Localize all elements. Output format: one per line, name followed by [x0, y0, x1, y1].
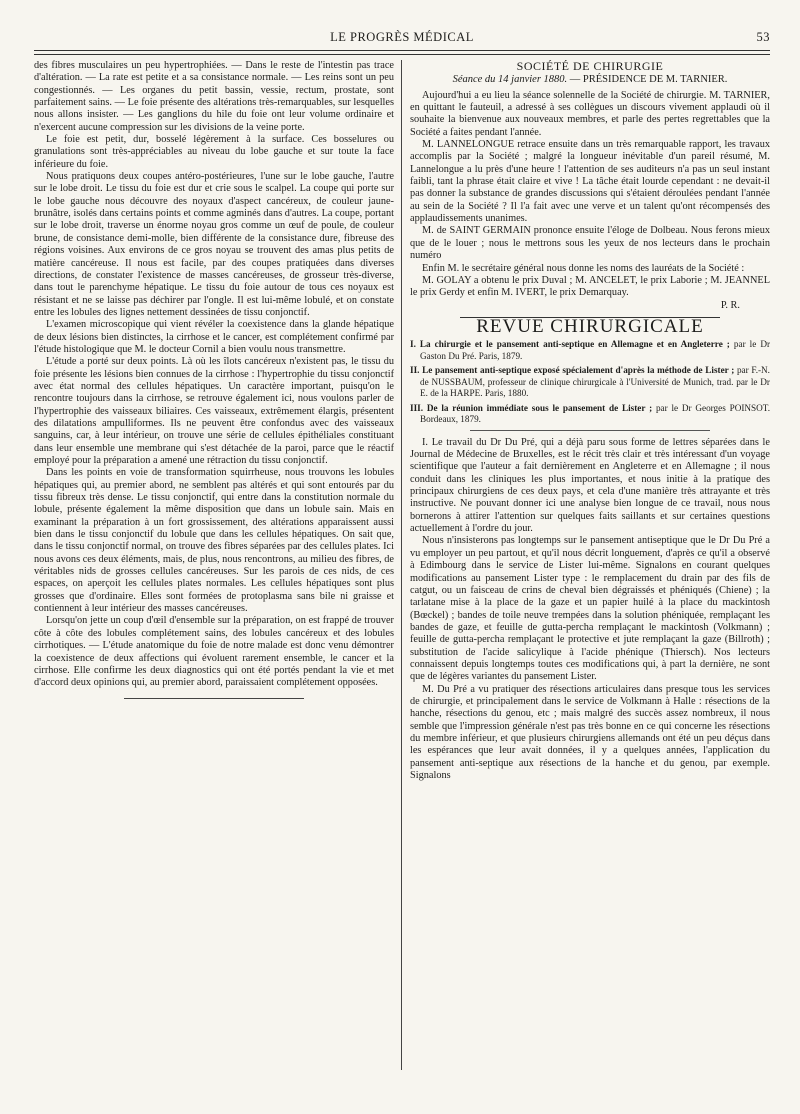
paragraph: Dans les points en voie de transformation squirrheuse, nous trouvons les lobules hépatiques qui, au premier abord, ne semblent pas altérés et qui sont entourés par du tissu fibreux très dense. Le tissu conjonctif, qui entre dans la constitution normale du lobule, présente également la même disposition que dans un lobule sain. Mais en examinant la préparation à un fort grossissement, des altérations apparaissent aussi bien dans le tissu conjonctif du lobule que dans les cellules hépatiques. On sait que, dans le tissu conjonctif normal, on trouve des fibres séparées par des cellules plates. Ici nous avons ces deux éléments, mais, de plus, nous rencontrons, au milieu des fibres, de véritables nids de grosses cellules cancéreuses. Sur les parois de ces nids, de ces espaces, on aperçoit les cellules plates normales. Les cellules hépatiques sont plus grosses que d'ordinaire. Elles sont formées de protoplasma sans bile ni graisse et contiennent à leur intérieur des masses cancéreuses.: [34, 467, 394, 615]
item-detail: par F.-N. de NUSSBAUM, professeur de clinique chirurgicale à l'Université de Munich, trad. par le Dr E. de la HARPE. Paris, 1880.: [420, 365, 770, 399]
list-item: [410, 403, 770, 426]
seance-date: Séance du 14 janvier 1880.: [452, 74, 568, 86]
column-end-rule: [124, 698, 304, 699]
header-rule: [34, 50, 770, 55]
journal-title: LE PROGRÈS MÉDICAL: [330, 30, 474, 44]
item-title: La chirurgie et le pansement anti-septique en Allemagne et en Angleterre ;: [419, 339, 730, 350]
item-number: III.: [410, 402, 424, 413]
item-title: Le pansement anti-septique exposé spécialement d'après la méthode de Lister ;: [422, 365, 735, 376]
item-number: I.: [410, 339, 416, 350]
paragraph: I. Le travail du Dr Du Pré, qui a déjà paru sous forme de lettres séparées dans le Journal de Médecine de Bruxelles, est le récit très clair et très intéressant d'un voyage scientifique que l'auteur a fait dernièrement en Angleterre et en Allemagne ; il nous conduit dans les cliniques les plus importantes, et nous initie à la pratique des principaux chirurgiens de ces deux pays, et cela d'une manière très attrayante et très instructive. Ne pouvant donner ici une analyse bien longue de ce travail, nous nous bornerons à attirer l'attention sur quelques faits saillants et sur certaines questions actuellement à l'ordre du jour.: [410, 436, 770, 535]
list-item: [410, 365, 770, 400]
section-title: SOCIÉTÉ DE CHIRURGIE: [516, 60, 664, 73]
item-detail: par le Dr Gaston Du Pré. Paris, 1879.: [420, 339, 770, 361]
paragraph: M. GOLAY a obtenu le prix Duval ; M. ANCELET, le prix Laborie ; M. JEANNEL le prix Gerdy et enfin M. IVERT, le prix Demarquay.: [410, 274, 770, 299]
revue-list: [410, 339, 770, 426]
column-divider: [401, 60, 402, 1070]
paragraph: Aujourd'hui a eu lieu la séance solennelle de la Société de chirurgie. M. TARNIER, en quittant le fauteuil, a adressé à ses collègues un discours vivement applaudi où il souhaite la bienvenue aux nouveaux membres, et parle des pertes regrettables que la Société a faites pendant l'année.: [410, 89, 770, 138]
item-number: II.: [410, 365, 420, 376]
paragraph: L'étude a porté sur deux points. Là où les îlots cancéreux n'existent pas, le tissu du foie présente les lésions bien connues de la cirrhose : l'hypertrophie du tissu conjonctif avec état normal des cellules hépatiques. Un caractère important, puisqu'on le rencontre toujours dans la cirrhose, se retrouve également ici, nous voulons parler de l'hypertrophie des vaisseaux biliaires. Ces vaisseaux, extrêmement élargis, présentent des dilatations ampulliformes. Ils ne peuvent être confondus avec des vaisseaux sanguins, car, à leur intérieur, on trouve une série de cellules épithéliales constituant dans leur ensemble une membrane qui s'est détachée de la paroi, parce que le réactif employé pour la préparation a amené une rétraction du tissu conjonctif.: [34, 356, 394, 466]
item-title: De la réunion immédiate sous le pansement de Lister ;: [426, 402, 653, 413]
signature: P. R.: [720, 299, 740, 311]
presidence: — PRÉSIDENCE DE M. TARNIER.: [569, 74, 728, 86]
item-detail: par le Dr Georges POINSOT. Bordeaux, 1879.: [420, 402, 770, 425]
paragraph: Nous pratiquons deux coupes antéro-postérieures, l'une sur le lobe gauche, l'autre sur le lobe droit. Le tissu du foie est dur et crie sous le scalpel. La coupe qui porte sur le lobe gauche nous découvre des noyaux d'aspect cancéreux, de couleur jaune-brunâtre, isolés dans certains points et comme agminés dans d'autres. La coupe, portant sur le lobe droit, traverse un énorme noyau gros comme un œuf de poule, de couleur brune, de consistance demi-molle, bien différente de la consistance dure, fibreuse des régions voisines. Aux environs de ce gros noyau se trouvent des amas plus petits de matière cancéreuse. Il nous est facile, par des coupes pratiquées dans diverses directions, de constater l'existence de masses cancéreuses, de grosseur très-diverse, dans tout le parenchyme hépatique. Le tissu du foie autour de tous ces noyaux est résistant et ne se laisse pas déchirer par l'ongle. Il est lui-même lobulé, et on constate entre les lobules des lignes nettement dessinées de tissu conjonctif.: [34, 171, 394, 318]
left-column: [34, 60, 394, 1090]
paragraph: Lorsqu'on jette un coup d'œil d'ensemble sur la préparation, on est frappé de trouver côte à côte des lobules complétement sains, des lobules cancéreux et des lobules cirrhotiques. — L'étude anatomique du foie de notre malade est donc venu démontrer la coexistence de deux affections qui évoluent rarement ensemble, le cancer et la cirrhose. Elle confirme les deux diagnostics qui ont été portés pendant la vie et met d'accord deux opinions qui, au premier abord, paraissaient complétement opposées.: [34, 615, 394, 689]
paragraph: M. de SAINT GERMAIN prononce ensuite l'éloge de Dolbeau. Nous ferons mieux que de le louer ; nous le mettrons sous les yeux de nos lecteurs dans le prochain numéro: [410, 225, 770, 262]
paragraph: des fibres musculaires un peu hypertrophiées. — Dans le reste de l'intestin pas trace d'altération. — La rate est petite et a sa consistance normale. — Les reins sont un peu congestionnés. — Les organes du petit bassin, vessie, rectum, prostate, sont parfaitement sains. — Le foie présente des altérations très-remarquables, sur lesquelles nous allons insister. — Les ganglions du hile du foie ont leur volume ordinaire et n'exercent aucune compression sur les divisions de la veine porte.: [34, 60, 394, 133]
page-number: 53: [756, 30, 770, 44]
list-item: [410, 339, 770, 362]
list-rule: [470, 430, 710, 431]
paragraph: M. Du Pré a vu pratiquer des résections articulaires dans presque tous les services de chirurgie, et principalement dans le service de Volkmann à Halle : résections de la hanche, résections du genou, etc ; mais malgré des succès assez nombreux, il nous semble que l'impression générale n'est pas très bonne en ce qui concerne les résections du membre inférieur, et que plusieurs chirurgiens allemands ont été un peu déçus dans les espérances que leur avait données, il y a quelques années, l'application du pansement anti-septique aux résections de la hanche et du genou, par exemple. Signalons: [410, 683, 770, 781]
paragraph: Le foie est petit, dur, bosselé légèrement à la surface. Ces bosselures ou granulations sont très-appréciables au niveau du lobe gauche et sur toute la face inférieure du foie.: [34, 134, 394, 170]
paragraph: Enfin M. le secrétaire général nous donne les noms des lauréats de la Société :: [422, 262, 745, 274]
right-column: [410, 60, 770, 1090]
revue-title: REVUE CHIRURGICALE: [476, 315, 704, 337]
page-header: [34, 30, 770, 50]
paragraph: Nous n'insisterons pas longtemps sur le pansement antiseptique que le Dr Du Pré a vu employer un peu partout, et qu'il nous décrit longuement, d'après ce qu'il a observé à Edimbourg dans le service de Lister lui-même. Signalons en courant quelques modifications au pansement Lister type : le remplacement du drain par des fils de catgut, ou un faisceau de crins de cheval bien dégraissés et phéniqués (Chiene) ; la tarlatane mise à la place de la gaze et un papier huilé à la place du mackintosh (Bœckel) ; bandes de toile neuve trempées dans la solution phéniquée, remplaçant les bandes de gaze, et feuille de gutta-percha remplaçant le mackintosh (Volkmann) ; feuille de gutta-percha remplaçant le protective et jute remplaçant la gaze (Billroth) ; substitution de l'acide salicylique à l'acide phénique (Thiersch). Nos lecteurs connaissent depuis longtemps toutes ces modifications qui, à part la dernière, ne sont que de légères variantes du pansement Lister.: [410, 535, 770, 683]
seance-line: [410, 74, 770, 86]
paragraph: M. LANNELONGUE retrace ensuite dans un très remarquable rapport, les travaux accomplis par la Société ; malgré la longueur inévitable d'un pareil résumé, M. Lannelongue a lu près d'une heure ! l'attention de ses auditeurs n'a pas un seul instant faibli, tant la phrase était claire et vive ! La tâche était lourde cependant : ne devait-il pas donner la substance de grandes discussions qui s'étaient déroulées pendant l'année au sein de la Société ? Il l'a fait avec une verve et un talent qu'ont récompensés des applaudissements unanimes.: [410, 139, 770, 225]
paragraph: L'examen microscopique qui vient révéler la coexistence dans la glande hépatique de deux lésions bien distinctes, la cirrhose et le cancer, est complétement confirmé par l'étude histologique que M. le docteur Cornil a bien voulu nous transmettre.: [34, 319, 394, 355]
